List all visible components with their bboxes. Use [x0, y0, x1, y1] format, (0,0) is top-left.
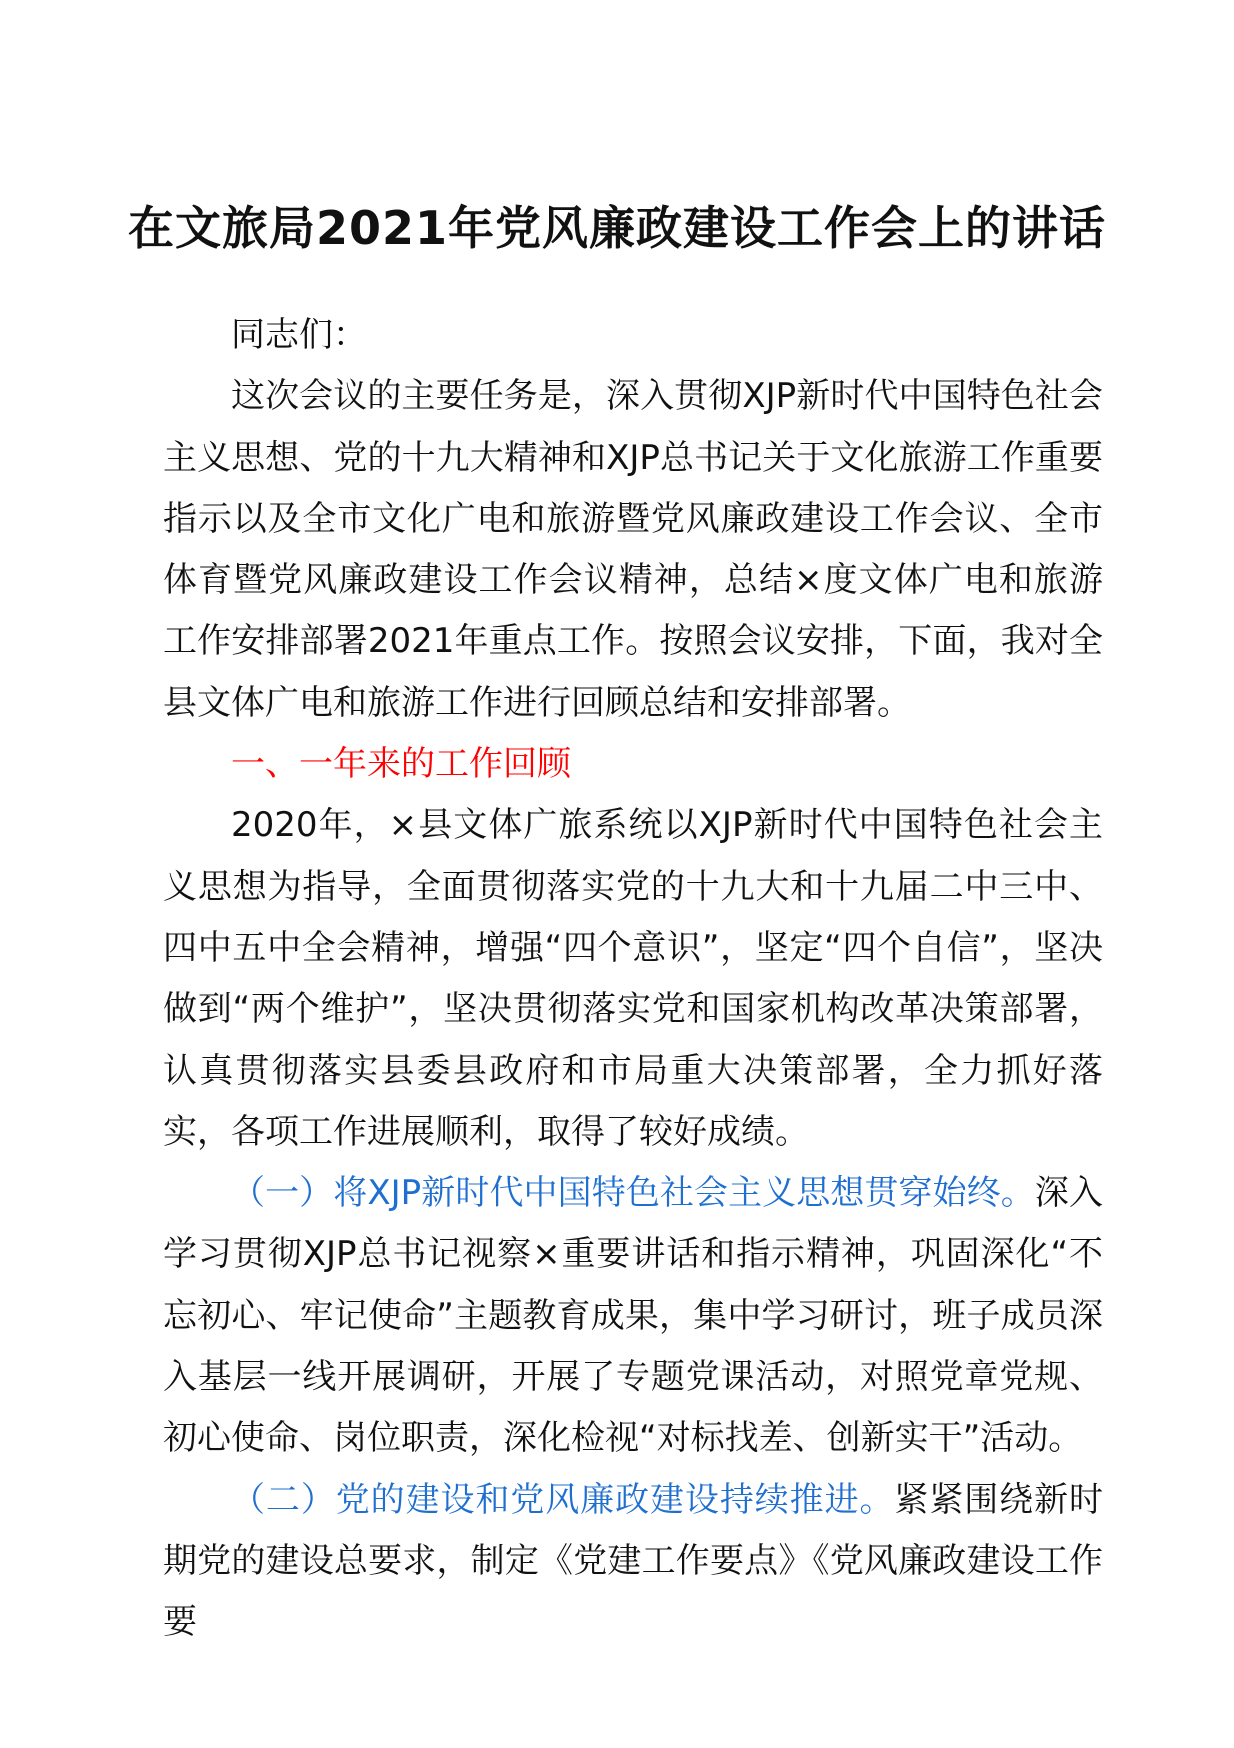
- subsection-heading-1: （一）将XJP新时代中国特色社会主义思想贯穿始终。: [231, 1173, 1035, 1214]
- section-heading-1: 一、一年来的工作回顾: [231, 744, 571, 785]
- subsection-text-1: 深入学习贯彻XJP总书记视察×重要讲话和指示精神，巩固深化“不忘初心、牢记使命”主题教育成果，集中学习研讨，班子成员深入基层一线开展调研，开展了专题党课活动，对照党章党规、初心使命、岗位职责，深化检视“对标找差、创新实干”活动。: [163, 1173, 1103, 1459]
- paragraph-review: 2020年，×县文体广旅系统以XJP新时代中国特色社会主义思想为指导，全面贯彻落实党的十九大和十九届二中三中、四中五中全会精神，增强“四个意识”，坚定“四个自信”，坚决做到“两个维护”，坚决贯彻落实党和国家机构改革决策部署，认真贯彻落实县委县政府和市局重大决策部署，全力抓好落实，各项工作进展顺利，取得了较好成绩。: [163, 805, 1103, 1152]
- paragraph-subsection-1: [163, 1163, 1103, 1469]
- paragraph-intro: 这次会议的主要任务是，深入贯彻XJP新时代中国特色社会主义思想、党的十九大精神和XJP总书记关于文化旅游工作重要指示以及全市文化广电和旅游暨党风廉政建设工作会议、全市体育暨党风廉政建设工作会议精神，总结×度文体广电和旅游工作安排部署2021年重点工作。按照会议安排，下面，我对全县文体广电和旅游工作进行回顾总结和安排部署。: [163, 376, 1103, 723]
- document-title: 在文旅局2021年党风廉政建设工作会上的讲话: [127, 201, 1107, 255]
- subsection-text-2: 紧紧围绕新时期党的建设总要求，制定《党建工作要点》《党风廉政建设工作要: [163, 1479, 1104, 1643]
- paragraph-subsection-2: [163, 1470, 1103, 1654]
- subsection-heading-2: （二）党的建设和党风廉政建设持续推进。: [231, 1479, 895, 1520]
- document-body: [163, 305, 1103, 1654]
- salutation: 同志们：: [231, 315, 367, 355]
